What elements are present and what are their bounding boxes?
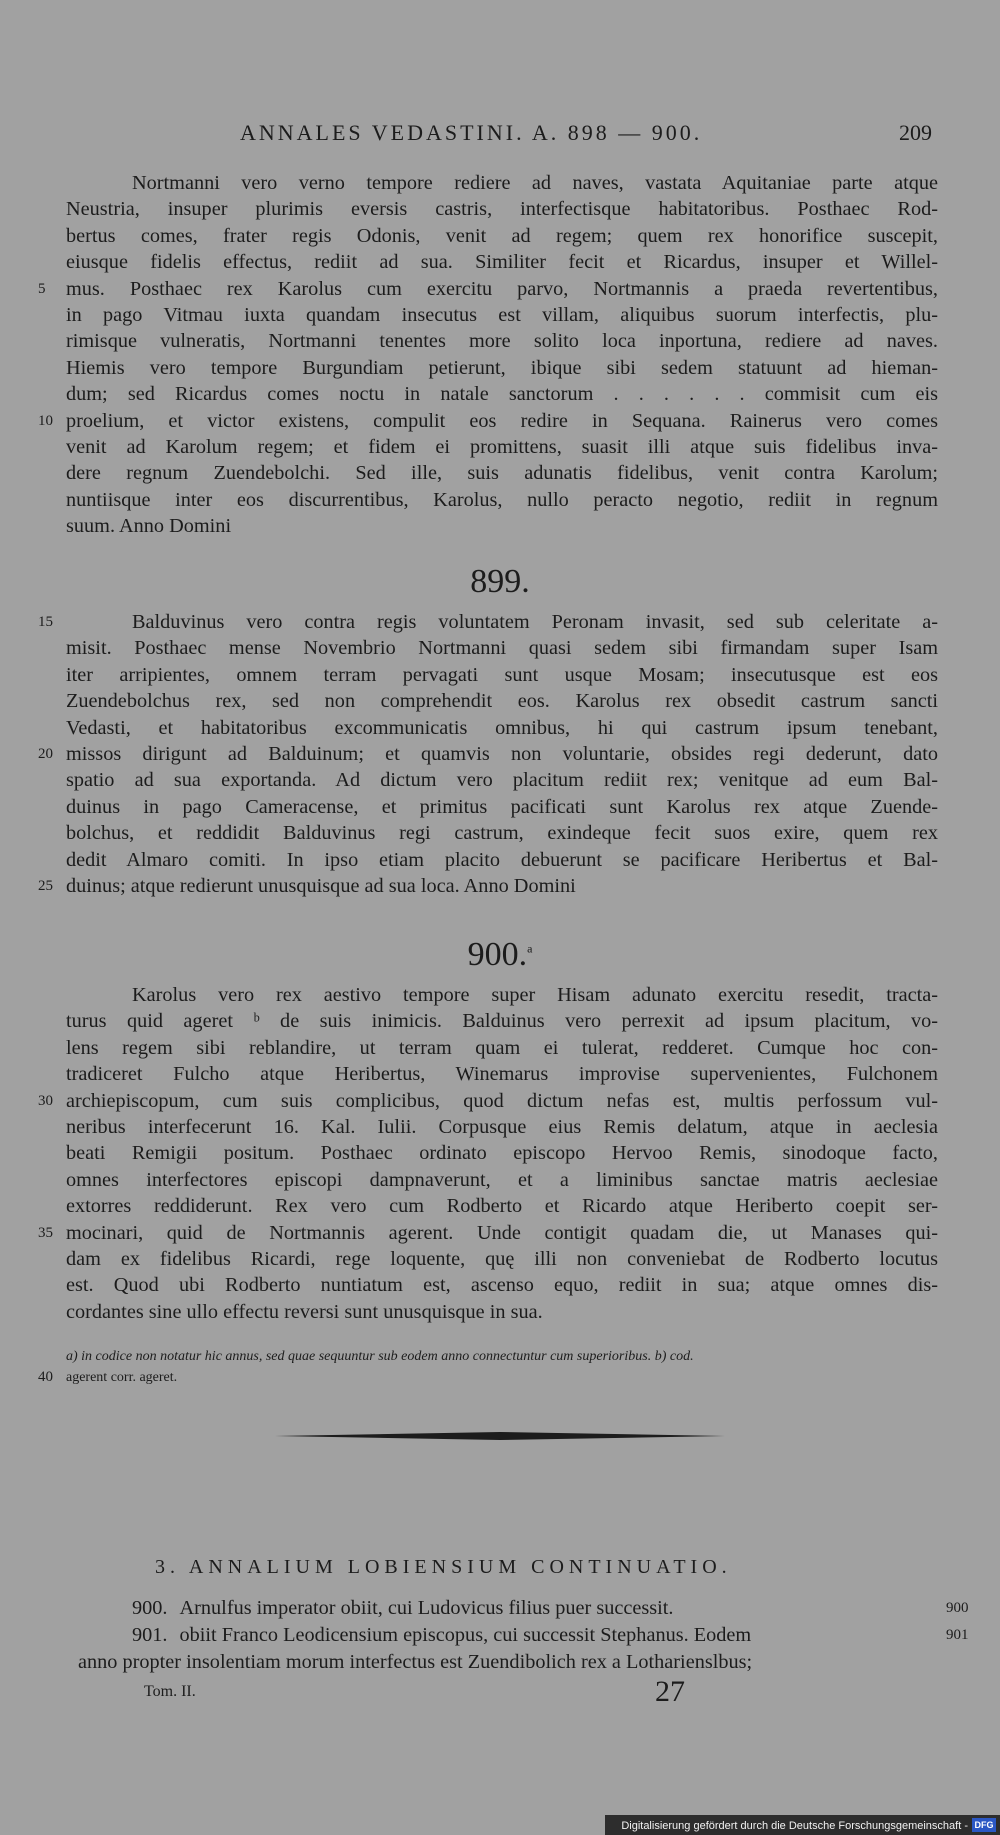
line-text: mocinari, quid de Nortmannis agerent. Unde contigit quadam die, ut Manases qui- bbox=[66, 1221, 938, 1244]
text-line bbox=[66, 847, 938, 873]
line-number: 40 bbox=[38, 1369, 53, 1385]
line-number: 25 bbox=[38, 877, 53, 894]
line-number: 5 bbox=[38, 280, 46, 297]
line-number: 30 bbox=[38, 1092, 53, 1109]
line-text: spatio ad sua exportanda. Ad dictum vero placitum rediit rex; venitque ad eum Bal- bbox=[66, 769, 938, 792]
text-line bbox=[66, 820, 938, 846]
line-text: Neustria, insuper plurimis eversis castris, interfectisque habitatoribus. Posthaec Rod- bbox=[66, 198, 938, 221]
entry-year: 900. bbox=[132, 1597, 168, 1619]
text-line bbox=[66, 355, 938, 381]
year-900-text: 900. bbox=[467, 936, 528, 973]
footnote-line bbox=[66, 1346, 938, 1367]
line-text: Hiemis vero tempore Burgundiam petierunt, ibique sibi sedem statuunt ad hieman- bbox=[66, 356, 938, 379]
line-text: mus. Posthaec rex Karolus cum exercitu parvo, Nortmannis a praeda revertentibus, bbox=[66, 277, 938, 300]
line-text: bertus comes, frater regis Odonis, venit ad regem; quem rex honorifice suscepit, bbox=[66, 224, 938, 247]
line-text: beati Remigii positum. Posthaec ordinato episcopo Hervoo Remis, sinodoque facto, bbox=[66, 1142, 938, 1165]
text-line bbox=[66, 794, 938, 820]
running-title: ANNALES VEDASTINI. A. 898 — 900. bbox=[240, 120, 703, 145]
line-text: suum. Anno Domini bbox=[66, 515, 232, 538]
text-line bbox=[66, 196, 938, 222]
rule-graphic bbox=[275, 1432, 725, 1440]
annal-entry bbox=[66, 1595, 969, 1622]
text-line bbox=[38, 1088, 938, 1114]
line-text: dedit Almaro comiti. In ipso etiam placito debuerunt se pacificare Heribertus et Bal- bbox=[66, 848, 938, 871]
line-text: iter arripientes, omnem terram pervagati sunt usque Mosam; insecutusque est eos bbox=[66, 663, 938, 686]
line-text: extorres reddiderunt. Rex vero cum Rodberto et Ricardo atque Heriberto coepit ser- bbox=[66, 1195, 938, 1218]
text-line bbox=[66, 662, 938, 688]
paragraph-899 bbox=[38, 609, 938, 899]
line-text: duinus in pago Cameracense, et primitus pacificati sunt Karolus rex atque Zuende- bbox=[66, 795, 938, 818]
page-header bbox=[60, 120, 932, 150]
text-line bbox=[66, 302, 938, 328]
entry-text: anno propter insolentiam morum interfectus est Zuendibolich rex a Lotharienslbus; bbox=[78, 1651, 753, 1673]
text-line bbox=[66, 1193, 938, 1219]
ornamental-rule bbox=[275, 1432, 725, 1440]
line-text: neribus interfecerunt 16. Kal. Iulii. Corpusque eius Remis delatum, atque in aeclesia bbox=[66, 1115, 938, 1138]
annal-entry bbox=[66, 1622, 969, 1649]
line-number: 15 bbox=[38, 614, 53, 630]
text-line bbox=[66, 1167, 938, 1193]
text-line bbox=[38, 408, 938, 434]
text-line bbox=[66, 223, 938, 249]
line-text: eiusque fidelis effectus, rediit ad sua. Similiter fecit et Ricardus, insuper et Willel- bbox=[66, 251, 938, 274]
text-line bbox=[66, 1246, 938, 1272]
line-number: 20 bbox=[38, 745, 53, 762]
footnote-text: a) in codice non notatur hic annus, sed quae sequuntur sub eodem anno connectuntur cum superioribus. b) cod. bbox=[66, 1349, 694, 1364]
signature-volume: Tom. II. bbox=[144, 1683, 196, 1700]
text-line bbox=[66, 513, 938, 539]
text-line bbox=[66, 434, 938, 460]
line-text: Zuendebolchus rex, sed non comprehendit eos. Karolus rex obsedit castrum sancti bbox=[66, 690, 938, 713]
line-text: Nortmanni vero verno tempore rediere ad naves, vastata Aquitaniae parte atque bbox=[132, 172, 938, 194]
line-text: proelium, et victor existens, compulit eos redire in Sequana. Rainerus vero comes bbox=[66, 409, 938, 432]
line-text: nuntiisque inter eos discurrentibus, Karolus, nullo peracto negotio, rediit in regnum bbox=[66, 488, 938, 511]
text-line bbox=[66, 1061, 938, 1087]
line-text: Vedasti, et habitatoribus excommunicatis omnibus, hi qui castrum ipsum tenebant, bbox=[66, 716, 938, 739]
text-line bbox=[66, 767, 938, 793]
text-line bbox=[66, 381, 938, 407]
line-text: archiepiscopum, cum suis complicibus, quod dictum nefas est, multis perfossum vul- bbox=[66, 1089, 938, 1112]
text-line bbox=[66, 1299, 938, 1325]
entry-text: obiit Franco Leodicensium episcopus, cui successit Stephanus. Eodem bbox=[179, 1624, 752, 1646]
text-line bbox=[66, 249, 938, 275]
line-text: in pago Vitmau iuxta quandam insecutus est villam, aliquibus suorum interfectis, plu- bbox=[66, 303, 938, 326]
paragraph-900 bbox=[38, 982, 938, 1325]
text-line bbox=[66, 1114, 938, 1140]
line-text: dam ex fidelibus Ricardi, rege loquente, quę illi non conveniebat de Rodberto locutus bbox=[66, 1247, 938, 1270]
margin-year: 900 bbox=[946, 1600, 969, 1616]
line-text: Balduvinus vero contra regis voluntatem Peronam invasit, sed sub celeritate a- bbox=[132, 611, 938, 633]
section-heading: 3. ANNALIUM LOBIENSIUM CONTINUATIO. bbox=[155, 1556, 732, 1578]
dfg-credit: Digitalisierung gefördert durch die Deutsche Forschungsgemeinschaft - bbox=[621, 1820, 968, 1832]
page-number: 209 bbox=[899, 120, 932, 145]
annal-entries bbox=[66, 1595, 969, 1676]
text-line bbox=[66, 328, 938, 354]
line-text: misit. Posthaec mense Novembrio Nortmanni quasi sedem sibi firmandam super Isam bbox=[66, 637, 938, 660]
text-line bbox=[38, 276, 938, 302]
footnotes bbox=[38, 1346, 938, 1388]
year-heading-900 bbox=[0, 936, 1000, 974]
text-line bbox=[38, 873, 938, 899]
line-text: dum; sed Ricardus comes noctu in natale sanctorum . . . . . . commisit cum eis bbox=[66, 383, 938, 406]
line-text: bolchus, et reddidit Balduvinus regi castrum, exindeque fecit suos exire, quem rex bbox=[66, 822, 938, 845]
text-line bbox=[66, 460, 938, 486]
line-text: lens regem sibi reblandire, ut terram quam ei tulerat, redderet. Cumque hoc con- bbox=[66, 1036, 938, 1059]
line-text: turus quid ageret ᵇ de suis inimicis. Balduinus vero perrexit ad ipsum placitum, vo- bbox=[66, 1010, 938, 1033]
line-text: cordantes sine ullo effectu reversi sunt unusquisque in sua. bbox=[66, 1300, 543, 1323]
year-heading-899: 899. bbox=[470, 563, 530, 600]
line-text: missos dirigunt ad Balduinum; et quamvis non voluntarie, obsides regi dederunt, dato bbox=[66, 742, 938, 765]
line-text: rimisque vulneratis, Nortmanni tenentes more solito loca inportuna, rediere ad naves. bbox=[66, 330, 938, 353]
line-text: est. Quod ubi Rodberto nuntiatum est, ascenso equo, rediit in sua; atque omnes dis- bbox=[66, 1274, 938, 1297]
signature-number: 27 bbox=[655, 1675, 685, 1708]
line-text: duinus; atque redierunt unusquisque ad sua loca. Anno Domini bbox=[66, 874, 576, 897]
line-text: tradiceret Fulcho atque Heribertus, Winemarus improvise supervenientes, Fulchonem bbox=[66, 1063, 938, 1086]
text-line bbox=[66, 1035, 938, 1061]
text-line bbox=[38, 741, 938, 767]
text-line bbox=[66, 1272, 938, 1298]
text-line bbox=[66, 715, 938, 741]
line-number: 35 bbox=[38, 1224, 53, 1241]
footnote-line bbox=[38, 1367, 938, 1388]
entry-year: 901. bbox=[132, 1624, 168, 1646]
text-line bbox=[38, 609, 938, 635]
text-line bbox=[38, 1220, 938, 1246]
year-900-footnote-mark: a bbox=[527, 941, 533, 956]
text-line bbox=[66, 1008, 938, 1034]
footnote-text: agerent corr. ageret. bbox=[66, 1370, 178, 1385]
line-text: Karolus vero rex aestivo tempore super Hisam adunato exercitu resedit, tracta- bbox=[132, 984, 938, 1006]
text-line bbox=[66, 487, 938, 513]
line-text: dere regnum Zuendebolchi. Sed ille, suis adunatis fidelibus, venit contra Karolum; bbox=[66, 462, 938, 485]
line-number: 10 bbox=[38, 412, 53, 429]
text-line bbox=[66, 982, 938, 1008]
margin-year: 901 bbox=[946, 1627, 969, 1643]
dfg-logo-icon: DFG bbox=[972, 1818, 996, 1832]
line-text: omnes interfectores episcopi dampnaverunt, et a liminibus sanctae matris aeclesiae bbox=[66, 1168, 938, 1191]
text-line bbox=[66, 635, 938, 661]
entry-text: Arnulfus imperator obiit, cui Ludovicus filius puer successit. bbox=[179, 1597, 674, 1619]
annal-entry bbox=[66, 1649, 938, 1676]
line-text: venit ad Karolum regem; et fidem ei promittens, suasit illi atque suis fidelibus inva- bbox=[66, 435, 938, 458]
text-line bbox=[66, 1140, 938, 1166]
paragraph-898 bbox=[38, 170, 938, 539]
text-line bbox=[66, 688, 938, 714]
text-line bbox=[66, 170, 938, 196]
